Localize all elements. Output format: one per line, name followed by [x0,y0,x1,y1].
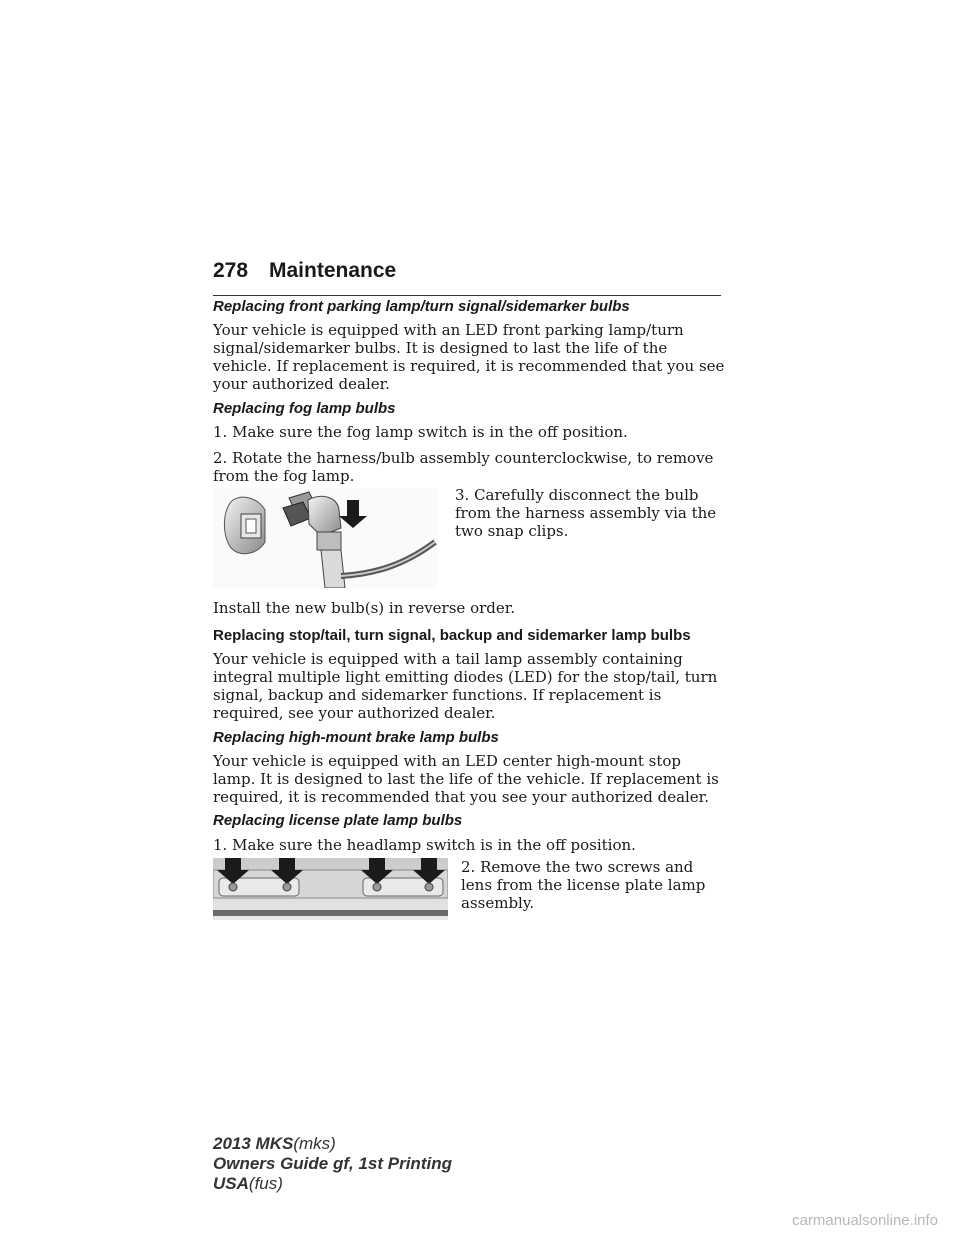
footer-market: USA [213,1174,249,1193]
license-step-1: 1. Make sure the headlamp switch is in the off position. [213,836,636,854]
fog-lamp-bulb-illustration [213,488,438,588]
heading-stop-tail: Replacing stop/tail, turn signal, backup and sidemarker lamp bulbs [213,627,691,644]
heading-front-parking: Replacing front parking lamp/turn signal/sidemarker bulbs [213,298,630,315]
fog-step-1: 1. Make sure the fog lamp switch is in the off position. [213,423,628,441]
footer [213,1134,452,1194]
fog-step-3: 3. Carefully disconnect the bulb from the harness assembly via the two snap clips. [455,486,717,540]
license-plate-lamp-illustration [213,858,448,920]
fog-step-2: 2. Rotate the harness/bulb assembly counterclockwise, to remove from the fog lamp. [213,449,714,485]
heading-license-plate: Replacing license plate lamp bulbs [213,812,463,829]
fog-install: Install the new bulb(s) in reverse order. [213,599,516,617]
license-step-2: 2. Remove the two screws and lens from the license plate lamp assembly. [461,858,706,912]
footer-model: 2013 MKS [213,1134,294,1153]
footer-model-code: (mks) [293,1134,336,1153]
paragraph-front-parking: Your vehicle is equipped with an LED front parking lamp/turn signal/sidemarker bulbs. It is designed to last the life of the vehicle. If replacement is required, it is recommended that you see your authorized dealer. [213,321,725,393]
footer-guide: Owners Guide gf, 1st Printing [213,1154,452,1173]
heading-fog-lamp: Replacing fog lamp bulbs [213,400,396,417]
heading-high-mount: Replacing high-mount brake lamp bulbs [213,729,499,746]
paragraph-stop-tail: Your vehicle is equipped with a tail lamp assembly containing integral multiple light emitting diodes (LED) for the stop/tail, turn signal, backup and sidemarker functions. If replacement is required, see your authorized dealer. [213,650,718,722]
page-number: 278 [213,259,249,282]
page-header [213,257,721,296]
footer-market-code: (fus) [248,1174,283,1193]
section-title: Maintenance [269,259,397,282]
watermark: carmanualsonline.info [792,1212,938,1229]
paragraph-high-mount: Your vehicle is equipped with an LED center high-mount stop lamp. It is designed to last the life of the vehicle. If replacement is required, it is recommended that you see your authorized dealer. [213,752,719,806]
